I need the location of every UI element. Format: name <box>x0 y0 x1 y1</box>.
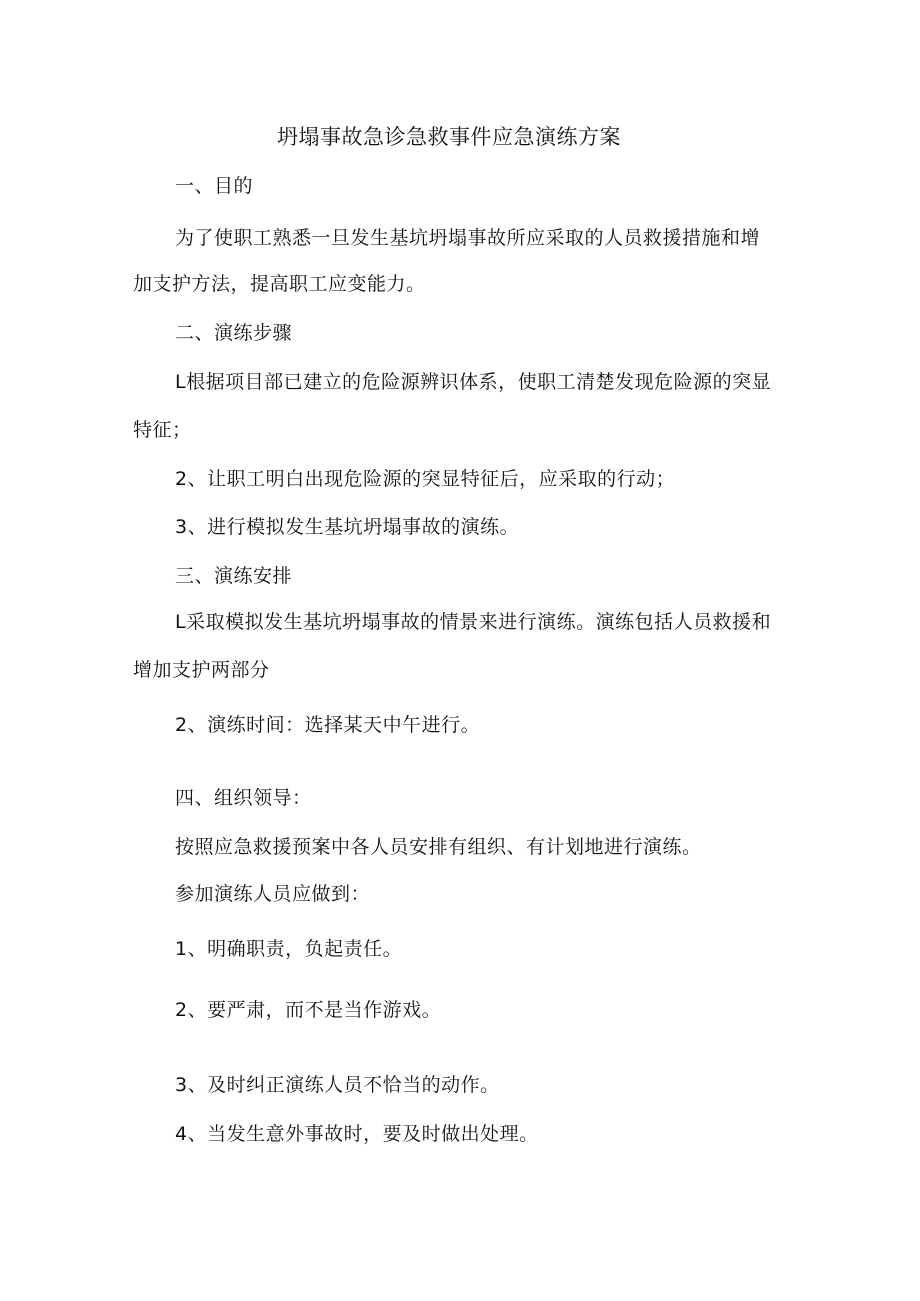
steps-item-3: 3、进行模拟发生基坑坍塌事故的演练。 <box>175 516 520 538</box>
document-title: 坍塌事故急诊急救事件应急演练方案 <box>277 125 621 149</box>
steps-item-2: 2、让职工明白出现危险源的突显特征后，应采取的行动； <box>175 468 676 490</box>
leadership-paragraph-2: 参加演练人员应做到： <box>175 883 371 905</box>
arrangement-item-1-line-2: 增加支护两部分 <box>133 659 270 681</box>
section-heading-steps: 二、演练步骤 <box>175 322 293 344</box>
leadership-item-3: 3、及时纠正演练人员不恰当的动作。 <box>175 1074 500 1096</box>
steps-item-1-line-1: L根据项目部已建立的危险源辨识体系，使职工清楚发现危险源的突显 <box>175 371 772 393</box>
leadership-item-1: 1、明确职责，负起责任。 <box>175 938 403 960</box>
leadership-item-2: 2、要严肃，而不是当作游戏。 <box>175 999 442 1021</box>
section-heading-leadership: 四、组织领导： <box>175 787 312 809</box>
arrangement-item-1-line-1: L采取模拟发生基坑坍塌事故的情景来进行演练。演练包括人员救援和 <box>175 611 772 633</box>
leadership-item-4: 4、当发生意外事故时，要及时做出处理。 <box>175 1123 539 1145</box>
purpose-paragraph-line-2: 加支护方法，提高职工应变能力。 <box>133 273 426 295</box>
arrangement-item-2: 2、演练时间：选择某天中午进行。 <box>175 714 481 736</box>
leadership-paragraph-1: 按照应急救援预案中各人员安排有组织、有计划地进行演练。 <box>175 836 702 858</box>
section-heading-arrangement: 三、演练安排 <box>175 565 293 587</box>
purpose-paragraph-line-1: 为了使职工熟悉一旦发生基坑坍塌事故所应采取的人员救援措施和增 <box>175 227 761 249</box>
section-heading-purpose: 一、目的 <box>175 175 254 197</box>
steps-item-1-line-2: 特征； <box>133 419 192 441</box>
